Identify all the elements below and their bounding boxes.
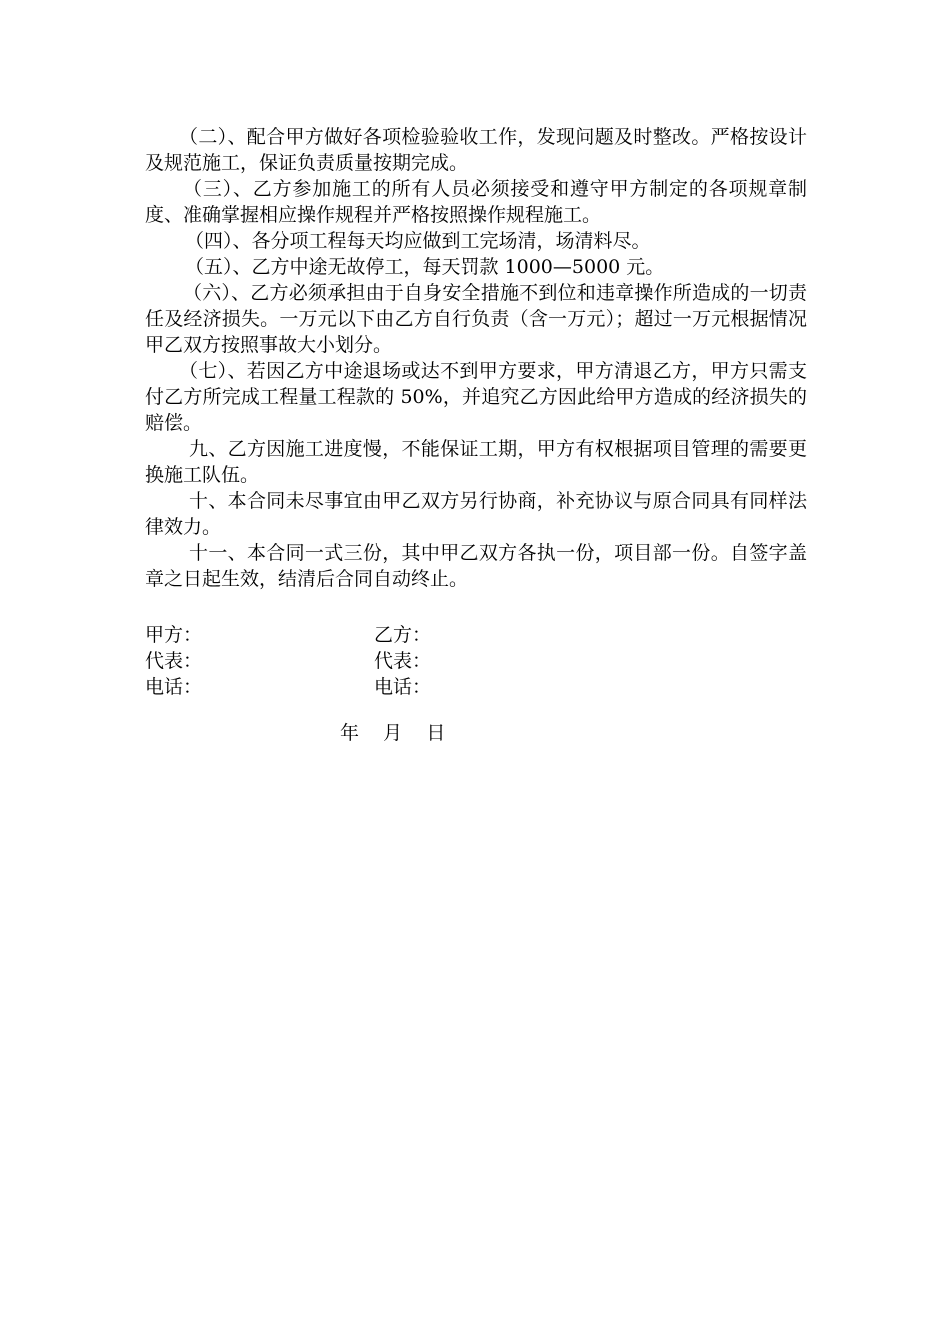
- clause-4: （四）、各分项工程每天均应做到工完场清，场清料尽。: [185, 230, 651, 252]
- party-b-label: 乙方：: [374, 624, 432, 646]
- signature-row-phone: [145, 674, 645, 700]
- contract-body: [145, 124, 807, 592]
- clause-2: （二）、配合甲方做好各项检验验收工作，发现问题及时整改。严格按设计及规范施工，保证负责质量按期完成。: [145, 126, 807, 174]
- party-a-phone-label: 电话：: [145, 676, 203, 698]
- clause-5: （五）、乙方中途无故停工，每天罚款 1000—5000 元。: [185, 256, 665, 278]
- signature-row-party: [145, 622, 645, 648]
- signing-date-line: 年 月 日: [340, 722, 446, 744]
- signature-row-representative: [145, 648, 645, 674]
- clause-6: （六）、乙方必须承担由于自身安全措施不到位和违章操作所造成的一切责任及经济损失。一万元以下由乙方自行负责（含一万元）；超过一万元根据情况甲乙双方按照事故大小划分。: [145, 282, 807, 356]
- party-a-representative-label: 代表：: [145, 650, 203, 672]
- clause-10: 十、本合同未尽事宜由甲乙双方另行协商，补充协议与原合同具有同样法律效力。: [145, 490, 807, 538]
- clause-11: 十一、本合同一式三份，其中甲乙双方各执一份，项目部一份。自签字盖章之日起生效，结清后合同自动终止。: [145, 542, 807, 590]
- signature-block: [145, 622, 645, 700]
- clause-9: 九、乙方因施工进度慢，不能保证工期，甲方有权根据项目管理的需要更换施工队伍。: [145, 438, 807, 486]
- party-a-label: 甲方：: [145, 624, 203, 646]
- party-b-representative-label: 代表：: [374, 650, 432, 672]
- clause-7: （七）、若因乙方中途退场或达不到甲方要求，甲方清退乙方，甲方只需支付乙方所完成工程量工程款的 50%，并追究乙方因此给甲方造成的经济损失的赔偿。: [145, 360, 807, 434]
- clause-3: （三）、乙方参加施工的所有人员必须接受和遵守甲方制定的各项规章制度、准确掌握相应操作规程并严格按照操作规程施工。: [145, 178, 807, 226]
- party-b-phone-label: 电话：: [374, 676, 432, 698]
